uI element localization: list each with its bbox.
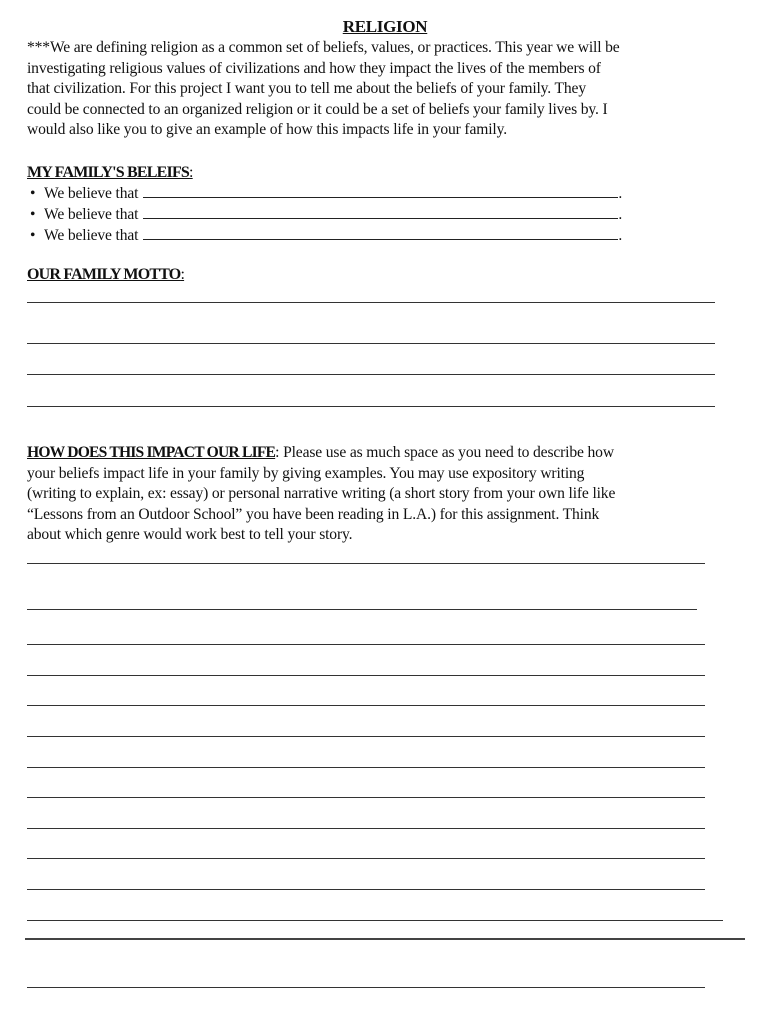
- motto-heading: [27, 266, 184, 284]
- belief-item-2: [30, 205, 622, 224]
- bullet-icon: •: [30, 227, 36, 244]
- motto-answer-line[interactable]: [27, 343, 715, 344]
- impact-answer-line[interactable]: [27, 828, 705, 829]
- bullet-icon: •: [30, 206, 36, 223]
- intro-line: that civilization. For this project I want you to tell me about the beliefs of your family. They: [27, 80, 586, 98]
- intro-line: investigating religious values of civilizations and how they impact the lives of the members of: [27, 59, 601, 77]
- belief-item-1: [30, 184, 622, 203]
- belief-prompt: We believe that: [44, 206, 139, 223]
- impact-answer-line[interactable]: [27, 889, 705, 890]
- belief-item-3: [30, 226, 622, 245]
- belief-blank-field[interactable]: [143, 226, 618, 240]
- intro-line: ***We are defining religion as a common set of beliefs, values, or practices. This year we will be: [27, 39, 620, 56]
- impact-answer-line[interactable]: [27, 675, 705, 676]
- motto-heading-text: OUR FAMILY MOTTO: [27, 266, 181, 283]
- impact-answer-line[interactable]: [27, 609, 697, 610]
- belief-end-mark: .: [618, 227, 623, 244]
- impact-answer-line[interactable]: [27, 767, 705, 768]
- impact-first-line: [27, 443, 737, 464]
- impact-answer-line[interactable]: [27, 736, 705, 737]
- belief-end-mark: .: [618, 206, 623, 223]
- motto-answer-line[interactable]: [27, 374, 715, 375]
- intro-line: would also like you to give an example of how this impacts life in your family.: [27, 121, 507, 139]
- impact-line: (writing to explain, ex: essay) or personal narrative writing (a short story from your own life like: [27, 485, 616, 503]
- impact-answer-line[interactable]: [27, 644, 705, 645]
- impact-answer-line[interactable]: [27, 797, 705, 798]
- impact-answer-line[interactable]: [27, 858, 705, 859]
- belief-prompt: We believe that: [44, 227, 139, 244]
- belief-blank-field[interactable]: [143, 184, 618, 198]
- motto-answer-line[interactable]: [27, 406, 715, 407]
- impact-answer-line[interactable]: [27, 705, 705, 706]
- impact-line: your beliefs impact life in your family by giving examples. You may use expository writing: [27, 464, 585, 482]
- belief-end-mark: .: [618, 185, 623, 202]
- impact-answer-line[interactable]: [27, 987, 705, 988]
- intro-line: could be connected to an organized religion or it could be a set of beliefs your family lives by. I: [27, 100, 608, 118]
- motto-answer-line[interactable]: [27, 302, 715, 303]
- section-divider: [25, 938, 745, 940]
- impact-line: “Lessons from an Outdoor School” you have been reading in L.A.) for this assignment. Think: [27, 505, 600, 523]
- beliefs-heading-colon: :: [189, 164, 193, 181]
- impact-answer-line[interactable]: [27, 920, 723, 921]
- motto-heading-colon: :: [180, 266, 185, 283]
- beliefs-heading-text: MY FAMILY'S BELEIFS: [27, 164, 190, 181]
- impact-paragraph: [27, 443, 737, 546]
- belief-prompt: We believe that: [44, 185, 139, 202]
- beliefs-heading: [27, 164, 193, 182]
- intro-paragraph: [27, 38, 727, 141]
- belief-blank-field[interactable]: [143, 205, 618, 219]
- bullet-icon: •: [30, 185, 36, 202]
- impact-answer-line[interactable]: [27, 563, 705, 564]
- impact-line: about which genre would work best to tell your story.: [27, 526, 353, 544]
- impact-heading: HOW DOES THIS IMPACT OUR LIFE: [27, 444, 276, 461]
- page-title: RELIGION: [342, 17, 428, 36]
- impact-heading-rest: : Please use as much space as you need to describe how: [275, 444, 614, 461]
